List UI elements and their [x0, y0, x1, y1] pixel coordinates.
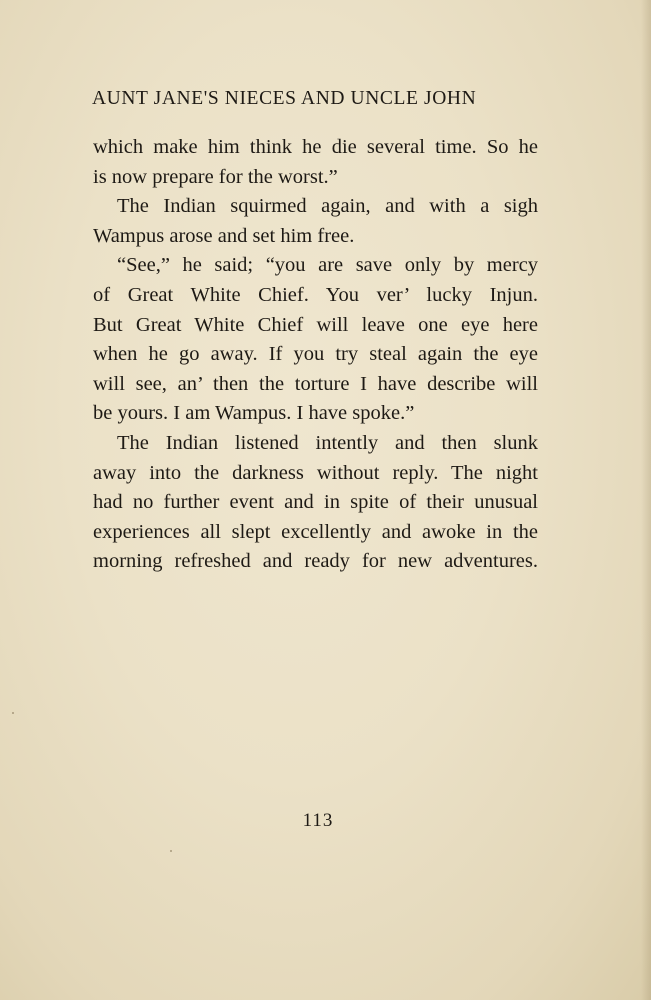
paragraph-4 [93, 429, 538, 577]
text-line: Wampus arose and set him free. [93, 224, 355, 247]
text-line: of Great White Chief. You ver’ lucky Injun. [93, 283, 538, 306]
text-line: which make him think he die several time. So he [93, 136, 538, 158]
paragraph-3 [93, 251, 538, 429]
text-line: when he go away. If you try steal again the eye [93, 343, 538, 366]
text-line: is now prepare for the worst.” [93, 165, 338, 188]
paragraph-1 [93, 133, 538, 192]
text-line: be yours. I am Wampus. I have spoke.” [93, 402, 415, 425]
text-line: had no further event and in spite of their unusual [93, 491, 538, 514]
page-edge-shadow [641, 0, 651, 1000]
text-line: The Indian listened intently and then slunk [117, 431, 538, 454]
paragraph-2 [93, 192, 538, 251]
body-text [93, 133, 538, 577]
text-line: will see, an’ then the torture I have describe will [93, 372, 538, 395]
paper-speck [12, 712, 14, 714]
page-number: 113 [302, 810, 334, 831]
text-line: away into the darkness without reply. The night [93, 461, 538, 484]
paper-speck [170, 850, 172, 852]
text-line: The Indian squirmed again, and with a sigh [117, 195, 538, 218]
text-line: morning refreshed and ready for new adventures. [93, 550, 538, 573]
text-line: “See,” he said; “you are save only by mercy [117, 254, 538, 277]
text-line: But Great White Chief will leave one eye here [93, 313, 538, 336]
text-line: experiences all slept excellently and awoke in the [93, 520, 538, 543]
running-head: AUNT JANE'S NIECES AND UNCLE JOHN [92, 88, 477, 109]
